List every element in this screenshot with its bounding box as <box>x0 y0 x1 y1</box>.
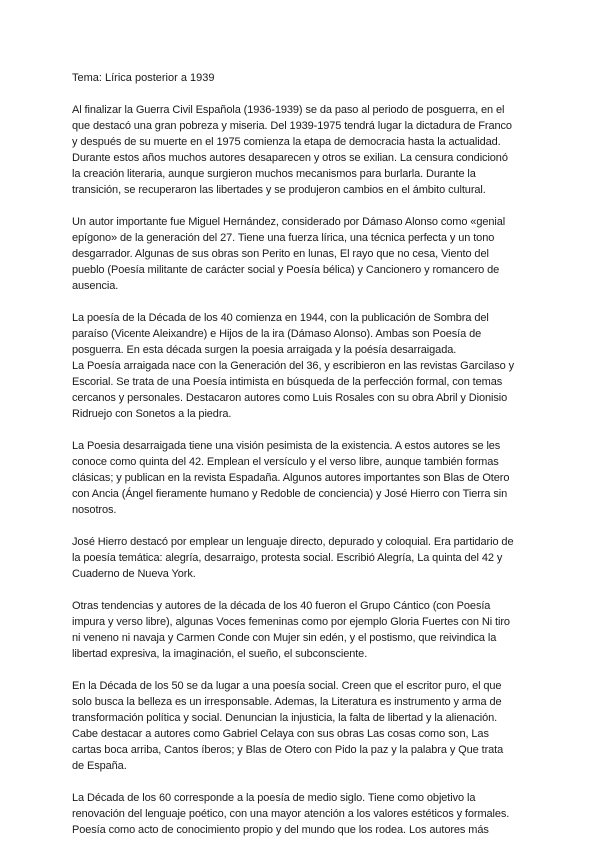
paragraph-posguerra-context: Al finalizar la Guerra Civil Española (1936-1939) se da paso al periodo de posguerra, en el que destacó una gran pobreza y miseria. Del 1939-1975 tendrá lugar la dictadura de Franco y después de su muerte en el 1975 comienza la etapa de democracia hasta la actualidad. Durante estos años muchos autores desaparecen y otros se exilian. La censura condicionó la creación literaria, aunque surgieron muchos mecanismos para burlarla. Durante la transición, se recuperaron las libertades y se produjeron cambios en el ámbito cultural. <box>72 104 512 196</box>
paragraph-decada-40: La poesía de la Década de los 40 comienza en 1944, con la publicación de Sombra del paraíso (Vicente Aleixandre) e Hijos de la ira (Dámaso Alonso). Ambas son Poesía de posguerra. En esta década surgen la poesia arraigada y la poésía desarraigada. La Poesía arraigada nace con la Generación del 36, y escribieron en las revistas Garcilaso y Escorial. Se trata de una Poesía intimista en búsqueda de la perfección formal, con temas cercanos y personales. Destacaron autores como Luis Rosales con su obra Abril y Dionisio Ridruejo con Sonetos a la piedra. <box>72 312 515 420</box>
paragraph-otras-tendencias: Otras tendencias y autores de la década de los 40 fueron el Grupo Cántico (con Poesía impura y verso libre), algunas Voces femeninas como por ejemplo Gloria Fuertes con Ni tiro ni veneno ni navaja y Carmen Conde con Mujer sin edén, y el postismo, que reivindica la libertad expresiva, la imaginación, el sueño, el subconsciente. <box>72 600 510 660</box>
paragraph-jose-hierro: José Hierro destacó por emplear un lenguaje directo, depurado y coloquial. Era partidario de la poesía temática: alegría, desarraigo, protesta social. Escribió Alegría, La quinta del 42 y Cuaderno de Nueva York. <box>72 536 514 580</box>
paragraph-miguel-hernandez: Un autor importante fue Miguel Hernández, considerado por Dámaso Alonso como «genial epígono» de la generación del 27. Tiene una fuerza lírica, una técnica perfecta y un tono desgarrador. Algunas de sus obras son Perito en lunas, El rayo que no cesa, Viento del pueblo (Poesía militante de carácter social y Poesía bélica) y Cancionero y romancero de ausencia. <box>72 216 506 292</box>
document-title: Tema: Lírica posterior a 1939 <box>72 72 215 84</box>
paragraph-decada-50: En la Década de los 50 se da lugar a una poesía social. Creen que el escritor puro, el que solo busca la belleza es un irresponsable. Ademas, la Literatura es instrumento y arma de transformación política y social. Denuncian la injusticia, la falta de libertad y la alienación. Cabe destacar a autores como Gabriel Celaya con sus obras Las cosas como son, Las cartas boca arriba, Cantos íberos; y Blas de Otero con Pido la paz y la palabra y Que trata de España. <box>72 680 504 772</box>
paragraph-decada-60: La Década de los 60 corresponde a la poesía de medio siglo. Tiene como objetivo la renovación del lenguaje poético, con una mayor atención a los valores estéticos y formales. Poesía como acto de conocimiento propio y del mundo que los rodea. Los autores más <box>72 792 510 836</box>
paragraph-poesia-desarraigada: La Poesia desarraigada tiene una visión pesimista de la existencia. A estos autores se les conoce como quinta del 42. Emplean el versículo y el verso libre, aunque también formas clásicas; y publican en la revista Espadaña. Algunos autores importantes son Blas de Otero con Ancia (Ángel fieramente humano y Redoble de conciencia) y José Hierro con Tierra sin nosotros. <box>72 440 510 516</box>
document-body <box>72 70 532 838</box>
